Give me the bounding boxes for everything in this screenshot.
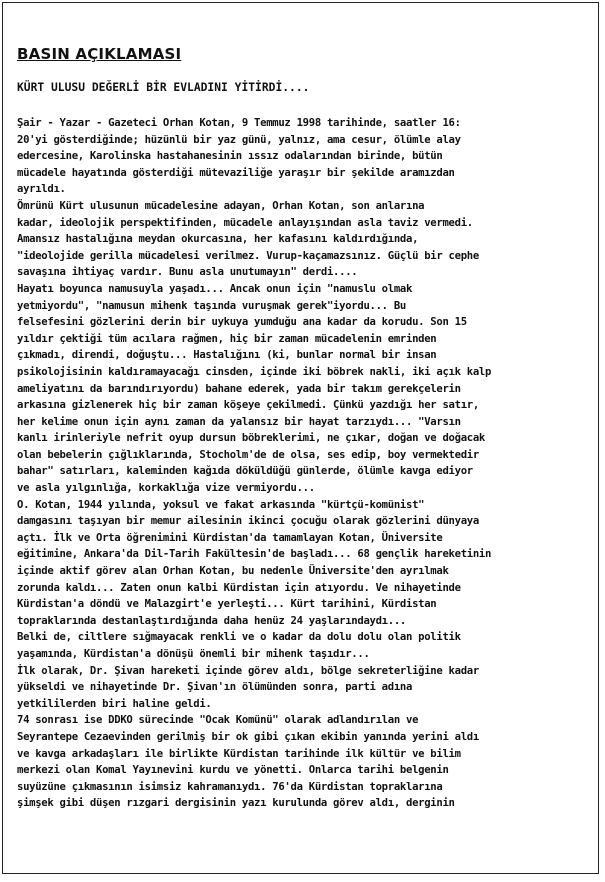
document-heading: BASIN AÇIKLAMASI (17, 45, 182, 63)
body-line: bahar" satırları, kaleminden kağıda döküldüğü günlerde, ölümle kavga ediyor (17, 465, 473, 478)
body-line: damgasını taşıyan bir memur ailesinin ikinci çocuğu olarak gözlerini dünyaya (17, 515, 479, 528)
body-line: ve asla yılgınlığa, korkaklığa vize vermiyordu... (17, 482, 315, 495)
body-line: İlk olarak, Dr. Şivan hareketi içinde görev aldı, bölge sekreterliğine kadar (17, 664, 479, 677)
body-line: yaşamında, Kürdistan'a dönüşü önemli bir mihenk taşıdır... (17, 648, 370, 660)
body-line: suyüzüne çıkmasının isimsiz kahramanıydı. 76'da Kürdistan topraklarına (17, 780, 443, 793)
body-line: Şair - Yazar - Gazeteci Orhan Kotan, 9 Temmuz 1998 tarihinde, saatler 16: (17, 117, 461, 129)
body-line: 74 sonrası ise DDKO sürecinde "Ocak Komünü" olarak adlandırılan ve (17, 714, 419, 727)
body-line: psikolojisinin kaldıramayacağı cinsden, içinde iki böbrek nakli, iki açık kalp (17, 365, 492, 378)
body-line: ve kavga arkadaşları ile birlikte Kürdistan tarihinde ilk kültür ve bilim (17, 747, 461, 760)
body-line: kadar, ideolojik perspektifinden, mücadele anlayışından asla taviz vermedi. (17, 216, 473, 229)
body-line: Kürdistan'a döndü ve Malazgirt'e yerleşti... Kürt tarihini, Kürdistan (17, 598, 437, 611)
body-line: kanlı irinleriyle nefrit oyup dursun böbreklerimi, ne çıkar, doğan ve doğacak (17, 432, 486, 445)
body-line: yetmiyordu", "namusun mihenk taşında vuruşmak gerek"iyordu... Bu (17, 299, 406, 312)
body-line: edercesine, Karolinska hastahanesinin ıssız odalarından birinde, bütün (17, 150, 443, 163)
body-line: felsefesini gözlerini derin bir uykuya yumduğu ana kadar da korudu. Son 15 (17, 316, 467, 329)
body-line: savaşına ihtiyaç vardır. Bunu asla unutumayın" derdi.... (17, 266, 358, 279)
body-line: mücadele hayatında gösterdiği mütevaziliğe yaraşır bir şekilde aramızdan (17, 166, 455, 179)
body-line: olan bebelerin çığlıklarında, Stocholm'de de olsa, ses edip, boy vermektedir (17, 448, 479, 461)
body-line: yıldır çektiği tüm acılara rağmen, hiç bir zaman mücadelenin emrinden (17, 332, 437, 345)
document-body (17, 115, 584, 812)
body-line: zorunda kaldı... Zaten onun kalbi Kürdistan için atıyordu. Ve nihayetinde (17, 581, 461, 594)
body-line: ameliyatını da barındırıyordu) bahane ederek, yada bir takım gerekçelerin (17, 382, 461, 395)
body-line: O. Kotan, 1944 yılında, yoksul ve fakat arkasında "kürtçü-komünist" (17, 498, 425, 511)
body-line: yetkililerden biri haline geldi. (17, 697, 212, 710)
body-line: 20'yi gösterdiğinde; hüzünlü bir yaz günü, yalnız, ama cesur, ölümle alay (17, 133, 461, 146)
body-line: arkasına gizlenerek hiç bir zaman köşeye çekilmedi. Çünkü yazdığı her satır, (17, 399, 479, 412)
body-line: içinde aktif görev alan Orhan Kotan, bu nedenle Üniversite'den ayrılmak (17, 565, 449, 578)
body-line: açtı. İlk ve Orta öğrenimini Kürdistan'da tamamlayan Kotan, Üniversite (17, 531, 443, 544)
body-line: çıkmadı, direndi, doğuştu... Hastalığını (ki, bunlar normal bir insan (17, 349, 437, 362)
press-release-page (2, 2, 599, 874)
body-line: Hayatı boyunca namusuyla yaşadı... Ancak onun için "namuslu olmak (17, 282, 413, 295)
body-line: eğitimine, Ankara'da Dil-Tarih Fakültesin'de başladı... 68 gençlik hareketinin (17, 548, 492, 561)
body-line: yükseldi ve nihayetinde Dr. Şivan'ın ölümünden sonra, parti adına (17, 681, 413, 694)
body-line: Ömrünü Kürt ulusunun mücadelesine adayan, Orhan Kotan, son anlarına (17, 199, 425, 212)
document-subheading: KÜRT ULUSU DEĞERLİ BİR EVLADINI YİTİRDİ.... (17, 81, 310, 94)
body-line: Amansız hastalığına meydan okurcasına, her kafasını kaldırdığında, (17, 233, 419, 246)
body-line: Seyrantepe Cezaevinden gerilmiş bir ok gibi çıkan ekibin yanında yerini aldı (17, 730, 479, 743)
body-line: şimşek gibi düşen rızgari dergisinin yazı kurulunda görev aldı, derginin (17, 797, 455, 810)
body-line: merkezi olan Komal Yayınevini kurdu ve yönetti. Onlarca tarihi belgenin (17, 764, 449, 777)
body-line: Belki de, ciltlere sığmayacak renkli ve o kadar da dolu dolu olan politik (17, 631, 461, 644)
body-line: "ideolojide gerilla mücadelesi verilmez. Vurup-kaçamazsınız. Güçlü bir cephe (17, 249, 479, 262)
body-line: ayrıldı. (17, 183, 66, 196)
body-line: her kelime onun için aynı zaman da yalansız bir hayat tarzıydı... "Varsın (17, 415, 461, 428)
body-line: topraklarında destanlaştırdığında daha henüz 24 yaşlarındaydı... (17, 614, 406, 627)
